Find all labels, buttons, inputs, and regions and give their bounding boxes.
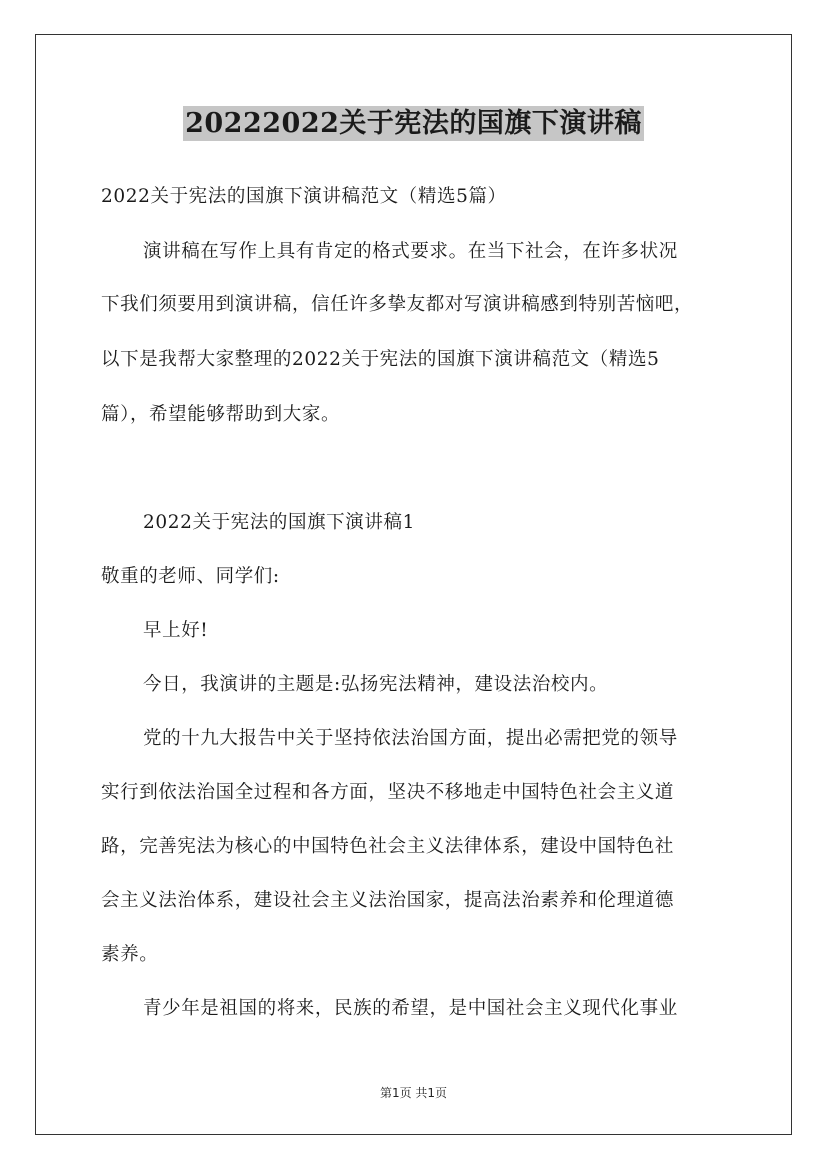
paragraph-line: 党的十九大报告中关于坚持依法治国方面，提出必需把党的领导: [143, 728, 678, 749]
paragraph-line: 以下是我帮大家整理的2022关于宪法的国旗下演讲稿范文（精选5: [101, 349, 660, 370]
paragraph-line: 篇），希望能够帮助到大家。: [101, 404, 341, 425]
subtitle-line: 2022关于宪法的国旗下演讲稿范文（精选5篇）: [101, 186, 507, 207]
page-number-footer: 第1页 共1页: [379, 1086, 448, 1100]
paragraph-line: 路，完善宪法为核心的中国特色社会主义法律体系，建设中国特色社: [101, 836, 675, 857]
paragraph-line: 素养。: [101, 944, 159, 965]
title-text: 20222022关于宪法的国旗下演讲稿: [185, 108, 642, 139]
paragraph-line: 实行到依法治国全过程和各方面，坚决不移地走中国特色社会主义道: [101, 782, 675, 803]
salutation-line: 敬重的老师、同学们:: [101, 566, 280, 587]
section-heading: 2022关于宪法的国旗下演讲稿1: [143, 512, 415, 533]
paragraph-line: 今日，我演讲的主题是:弘扬宪法精神，建设法治校内。: [143, 674, 609, 695]
paragraph-line: 下我们须要用到演讲稿，信任许多挚友都对写演讲稿感到特别苦恼吧，: [101, 294, 694, 315]
greeting-line: 早上好!: [143, 620, 209, 641]
paragraph-line: 演讲稿在写作上具有肯定的格式要求。在当下社会，在许多状况: [143, 241, 678, 262]
paragraph-line: 青少年是祖国的将来，民族的希望，是中国社会主义现代化事业: [143, 998, 678, 1019]
document-title: [0, 101, 827, 140]
paragraph-line: 会主义法治体系，建设社会主义法治国家，提高法治素养和伦理道德: [101, 890, 675, 911]
